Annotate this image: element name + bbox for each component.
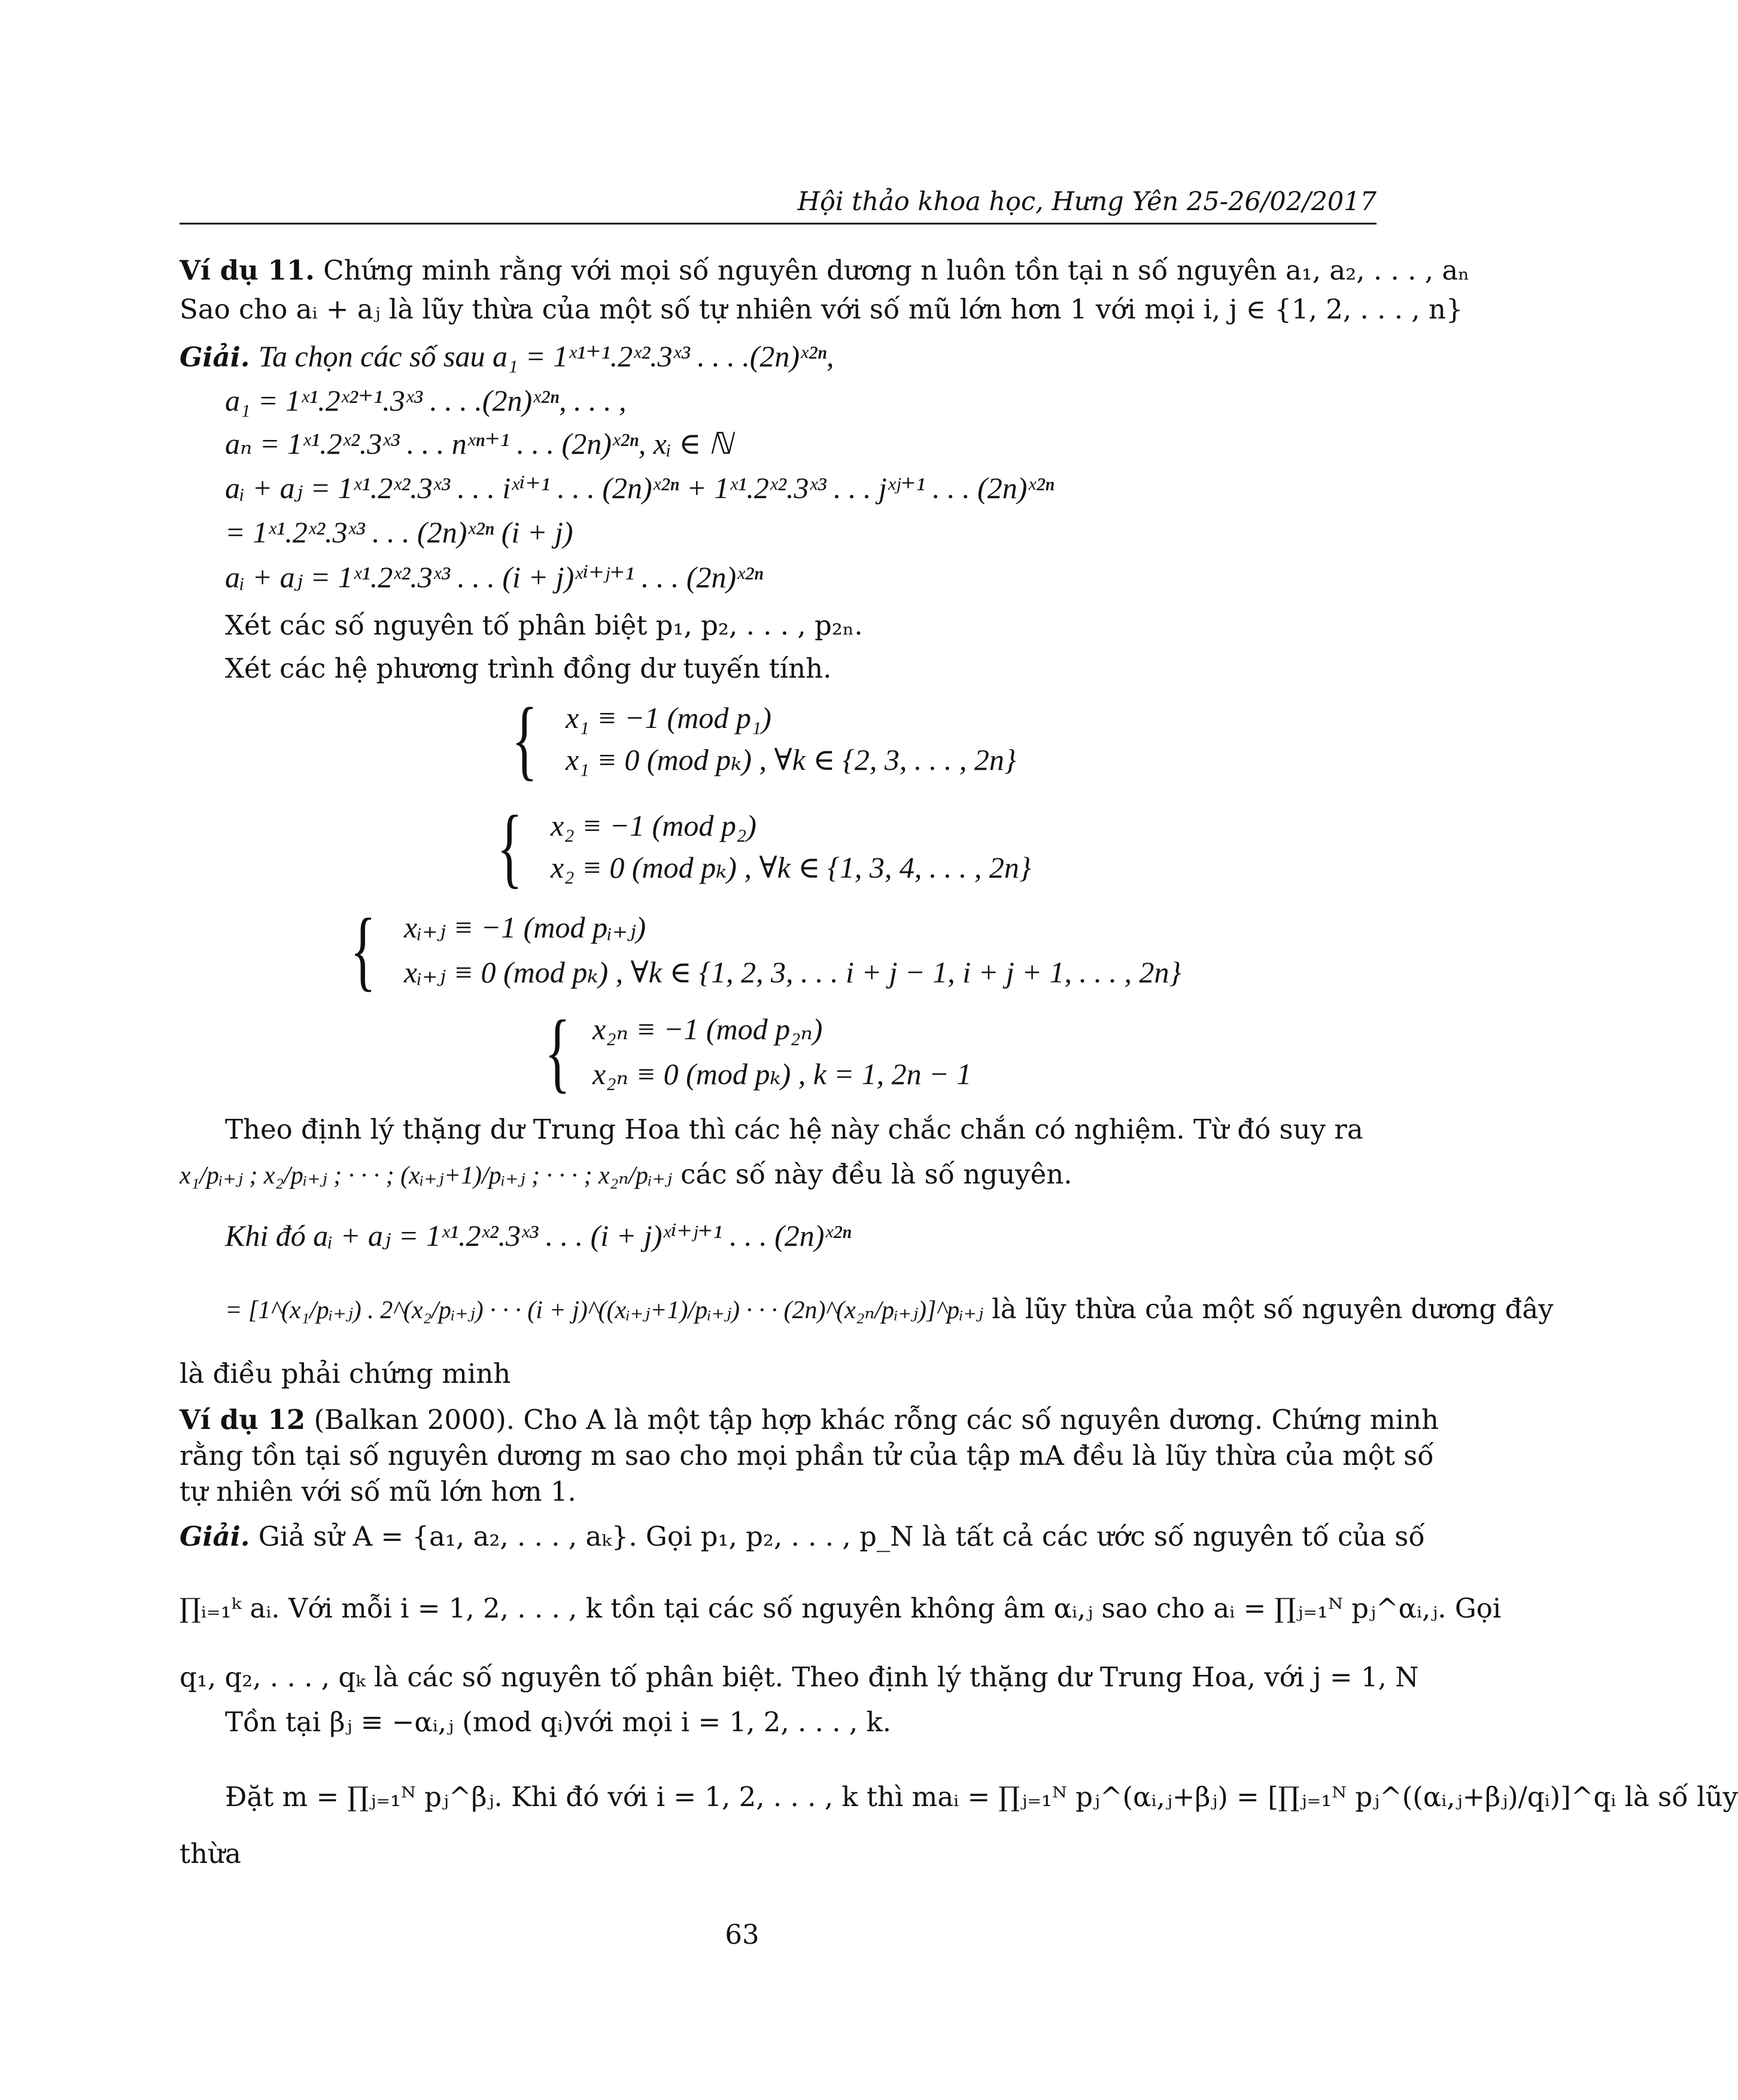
example-11-solution-1: Ta chọn các số sau a₁ = 1ˣ¹⁺¹.2ˣ².3ˣ³ . . . .(2n)ˣ²ⁿ, <box>258 339 834 373</box>
example-11-eq-2: aₙ = 1ˣ¹.2ˣ².3ˣ³ . . . nˣⁿ⁺¹ . . . (2n)ˣ²ⁿ, xᵢ ∈ ℕ <box>225 427 733 460</box>
example-12-solution-5: Đặt m = ∏ⱼ₌₁ᴺ pⱼ^βⱼ. Khi đó với i = 1, 2, . . . , k thì maᵢ = ∏ⱼ₌₁ᴺ pⱼ^(αᵢ,ⱼ+βⱼ) = [∏ⱼ₌₁ᴺ pⱼ^((αᵢ,ⱼ+βⱼ)/qᵢ)]^qᵢ là số lũy <box>225 1781 1738 1813</box>
example-12-statement-3: tự nhiên với số mũ lớn hơn 1. <box>180 1476 576 1507</box>
header-rule <box>180 223 1377 224</box>
example-12-statement-2: rằng tồn tại số nguyên dương m sao cho mọi phần tử của tập mA đều là lũy thừa của một số <box>180 1440 1434 1471</box>
left-brace-icon: { <box>350 900 376 1000</box>
example-12-solution-label: Giải. <box>180 1521 250 1552</box>
example-12-solution-4: Tồn tại βⱼ ≡ −αᵢ,ⱼ (mod qᵢ)với mọi i = 1, 2, . . . , k. <box>225 1706 892 1738</box>
left-brace-icon: { <box>512 690 538 789</box>
system-2-row-2: x₂ ≡ 0 (mod pₖ) , ∀k ∈ {1, 3, 4, . . . , 2n} <box>551 851 1031 884</box>
example-12-solution-1: Giả sử A = {a₁, a₂, . . . , aₖ}. Gọi p₁, p₂, . . . , p_N là tất cả các ước số nguyên tố của số <box>258 1521 1425 1552</box>
fractions-line <box>180 1158 1072 1190</box>
system-1-row-1: x₁ ≡ −1 (mod p₁) <box>566 701 771 735</box>
example-12-solution-3: q₁, q₂, . . . , qₖ là các số nguyên tố phân biệt. Theo định lý thặng dư Trung Hoa, với j = 1, N <box>180 1661 1419 1693</box>
example-11-label: Ví dụ 11. <box>180 254 315 286</box>
example-11-line-1 <box>180 254 1470 286</box>
example-11-eq-5: aᵢ + aⱼ = 1ˣ¹.2ˣ².3ˣ³ . . . (i + j)ˣⁱ⁺ʲ⁺¹ . . . (2n)ˣ²ⁿ <box>225 560 764 594</box>
system-2-row-1: x₂ ≡ −1 (mod p₂) <box>551 809 756 842</box>
left-brace-icon: { <box>497 797 523 897</box>
then-expression: Khi đó aᵢ + aⱼ = 1ˣ¹.2ˣ².3ˣ³ . . . (i + j)ˣⁱ⁺ʲ⁺¹ . . . (2n)ˣ²ⁿ <box>225 1219 852 1252</box>
fractions-text: các số này đều là số nguyên. <box>680 1158 1072 1190</box>
example-12-source: (Balkan 2000). <box>314 1404 515 1436</box>
example-12-line-1 <box>180 1404 1439 1436</box>
power-expression: = [1^(x₁/pᵢ₊ⱼ) . 2^(x₂/pᵢ₊ⱼ) · · · (i + j)^((xᵢ₊ⱼ+1)/pᵢ₊ⱼ) · · · (2n)^(x₂ₙ/pᵢ₊ⱼ)]^pᵢ₊ⱼ <box>225 1297 983 1324</box>
fractions-expression: x₁/pᵢ₊ⱼ ; x₂/pᵢ₊ⱼ ; · · · ; (xᵢ₊ⱼ+1)/pᵢ₊ⱼ ; · · · ; x₂ₙ/pᵢ₊ⱼ <box>180 1162 672 1189</box>
example-11-systems-text: Xét các hệ phương trình đồng dư tuyến tính. <box>225 653 832 684</box>
example-11-solution-label: Giải. <box>180 341 250 373</box>
example-12-solution-line <box>180 1521 1425 1552</box>
example-12-label: Ví dụ 12 <box>180 1404 306 1436</box>
left-brace-icon: { <box>545 1002 571 1101</box>
power-text: là lũy thừa của một số nguyên dương đây <box>992 1293 1554 1325</box>
system-1-row-2: x₁ ≡ 0 (mod pₖ) , ∀k ∈ {2, 3, . . . , 2n} <box>566 743 1016 776</box>
page-header: Hội thảo khoa học, Hưng Yên 25-26/02/2017 <box>797 187 1377 217</box>
example-11-eq-1: a₁ = 1ˣ¹.2ˣ²⁺¹.3ˣ³ . . . .(2n)ˣ²ⁿ, . . . , <box>225 384 627 417</box>
system-3-row-2: xᵢ₊ⱼ ≡ 0 (mod pₖ) , ∀k ∈ {1, 2, 3, . . . i + j − 1, i + j + 1, . . . , 2n} <box>404 955 1181 989</box>
example-11-eq-3: aᵢ + aⱼ = 1ˣ¹.2ˣ².3ˣ³ . . . iˣⁱ⁺¹ . . . (2n)ˣ²ⁿ + 1ˣ¹.2ˣ².3ˣ³ . . . jˣʲ⁺¹ . . . (2n)ˣ²ⁿ <box>225 471 1055 505</box>
system-3-row-1: xᵢ₊ⱼ ≡ −1 (mod pᵢ₊ⱼ) <box>404 911 646 944</box>
system-4-row-2: x₂ₙ ≡ 0 (mod pₖ) , k = 1, 2n − 1 <box>592 1057 972 1091</box>
system-4-row-1: x₂ₙ ≡ −1 (mod p₂ₙ) <box>592 1012 823 1046</box>
power-line <box>225 1293 1554 1325</box>
example-11-primes-text: Xét các số nguyên tố phân biệt p₁, p₂, . . . , p₂ₙ. <box>225 609 863 641</box>
page-number: 63 <box>725 1919 759 1950</box>
example-11-statement-2: Sao cho aᵢ + aⱼ là lũy thừa của một số tự nhiên với số mũ lớn hơn 1 với mọi i, j ∈ {1, 2, . . . , n} <box>180 293 1463 325</box>
example-12-solution-2: ∏ᵢ₌₁ᵏ aᵢ. Với mỗi i = 1, 2, . . . , k tồn tại các số nguyên không âm αᵢ,ⱼ sao cho aᵢ = ∏ⱼ₌₁ᴺ pⱼ^αᵢ,ⱼ. Gọi <box>180 1592 1502 1624</box>
example-11-eq-4: = 1ˣ¹.2ˣ².3ˣ³ . . . (2n)ˣ²ⁿ (i + j) <box>225 515 573 549</box>
crt-text: Theo định lý thặng dư Trung Hoa thì các hệ này chắc chắn có nghiệm. Từ đó suy ra <box>225 1113 1363 1145</box>
example-11-conclusion: là điều phải chứng minh <box>180 1358 511 1389</box>
example-12-solution-6: thừa <box>180 1838 241 1870</box>
example-11-solution-line <box>180 339 834 374</box>
example-12-statement-1: Cho A là một tập hợp khác rỗng các số nguyên dương. Chứng minh <box>523 1404 1439 1436</box>
example-11-statement-1: Chứng minh rằng với mọi số nguyên dương n luôn tồn tại n số nguyên a₁, a₂, . . . , aₙ <box>323 254 1470 286</box>
